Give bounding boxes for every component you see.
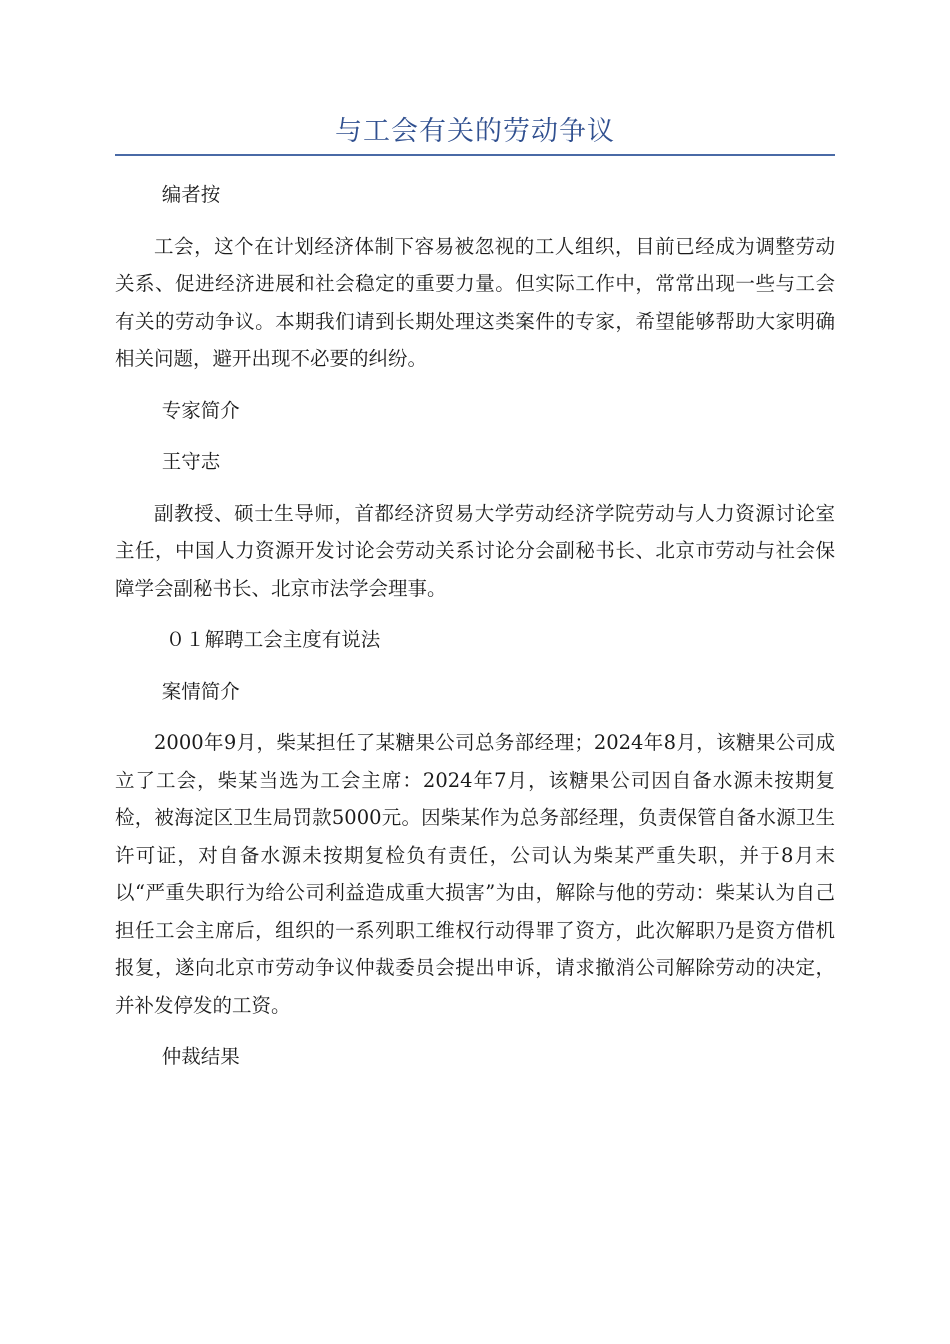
document-title: 与工会有关的劳动争议	[335, 116, 615, 147]
heading-expert-profile: 专家简介	[161, 398, 240, 422]
expert-name: 王守志	[161, 450, 221, 473]
paragraph-case-details: 2000年9月，柴某担任了某糖果公司总务部经理；2024年8月，该糖果公司成立了工会，柴某当选为工会主席：2024年7月，该糖果公司因自备水源未按期复检，被海淀区卫生局罚款5000元。因柴某作为总务部经理，负责保管自备水源卫生许可证，对自备水源未按期复检负有责任，公司认为柴某严重失职，并于8月末以“严重失职行为给公司利益造成重大损害”为由，解除与他的劳动：柴某认为自己担任工会主席后，组织的一系列职工维权行动得罪了资方，此次解职乃是资方借机报复，遂向北京市劳动争议仲裁委员会提出申诉，请求撤消公司解除劳动的决定，并补发停发的工资。	[115, 731, 835, 1017]
title-underline	[115, 154, 835, 156]
heading-case-summary: 案情简介	[161, 679, 240, 703]
section-heading-01: ０１解聘工会主度有说法	[165, 628, 381, 651]
heading-arbitration-result: 仲裁结果	[161, 1045, 240, 1068]
paragraph-intro: 工会，这个在计划经济体制下容易被忽视的工人组织，目前已经成为调整劳动关系、促进经济进展和社会稳定的重要力量。但实际工作中，常常出现一些与工会有关的劳动争议。本期我们请到长期处理这类案件的专家，希望能够帮助大家明确相关问题，避开出现不必要的纠纷。	[115, 234, 835, 370]
paragraph-expert-bio: 副教授、硕士生导师，首都经济贸易大学劳动经济学院劳动与人力资源讨论室主任，中国人力资源开发讨论会劳动关系讨论分会副秘书长、北京市劳动与社会保障学会副秘书长、北京市法学会理事。	[115, 501, 835, 600]
document-body	[115, 176, 835, 1090]
heading-editor-note: 编者按	[161, 183, 221, 206]
